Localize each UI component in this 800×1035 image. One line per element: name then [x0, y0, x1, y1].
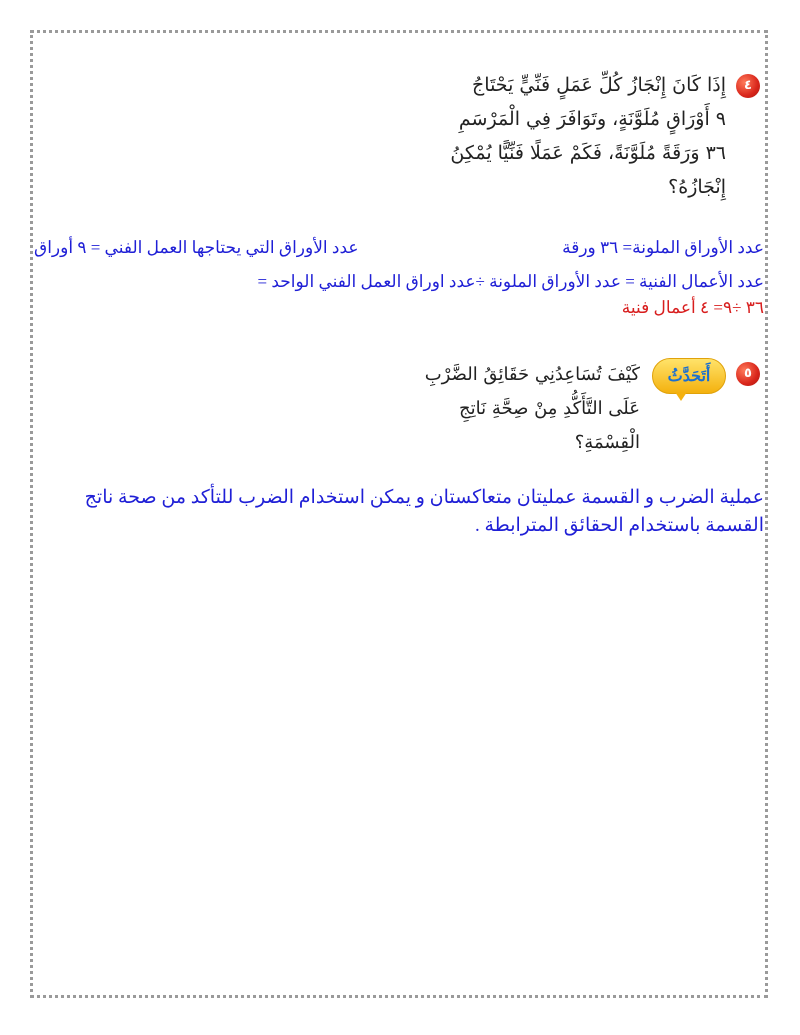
question-4-line-2: ٩ أَوْرَاقٍ مُلَوَّنَةٍ، وتَوَافَرَ فِي الْمَرْسَمِ	[458, 108, 726, 130]
answer-4-line-2: عدد الأعمال الفنية = عدد الأوراق الملونة ÷عدد اوراق العمل الفني الواحد =	[257, 272, 764, 291]
question-number-badge: ٤	[736, 74, 760, 98]
question-number-badge: ٥	[736, 362, 760, 386]
question-5-line-1: كَيْفَ تُسَاعِدُنِي حَقَائِقُ الضَّرْبِ	[424, 364, 640, 385]
answer-4-line-1	[34, 236, 764, 260]
colored-sheets-count: عدد الأوراق الملونة= ٣٦ ورقة	[562, 238, 764, 257]
question-5	[340, 358, 760, 460]
question-4-line-3: ٣٦ وَرَقَةً مُلَوَّنَةً، فَكَمْ عَمَلًا فَنِّيًّا يُمْكِنُ	[450, 142, 726, 164]
speech-bubble-icon: أَتَحَدَّثُ	[652, 358, 726, 394]
question-4-line-1: إِذَا كَانَ إِنْجَازُ كُلِّ عَمَلٍ فَنِّيٍّ يَحْتَاجُ	[472, 74, 726, 96]
question-4	[340, 68, 760, 204]
sheets-per-artwork: عدد الأوراق التي يحتاجها العمل الفني = ٩ أوراق	[34, 238, 359, 257]
question-5-line-2: عَلَى التَّأَكُّدِ مِنْ صِحَّةِ نَاتِجِ	[458, 398, 640, 419]
question-5-line-3: الْقِسْمَةِ؟	[574, 432, 640, 453]
answer-5: عملية الضرب و القسمة عمليتان متعاكستان و يمكن استخدام الضرب للتأكد من صحة ناتج القسمة باستخدام الحقائق المترابطة .	[84, 487, 764, 536]
question-4-line-4: إِنْجَازُهُ؟	[668, 176, 726, 198]
answer-4-result: ٣٦ ÷٩= ٤ أعمال فنية	[621, 298, 764, 317]
